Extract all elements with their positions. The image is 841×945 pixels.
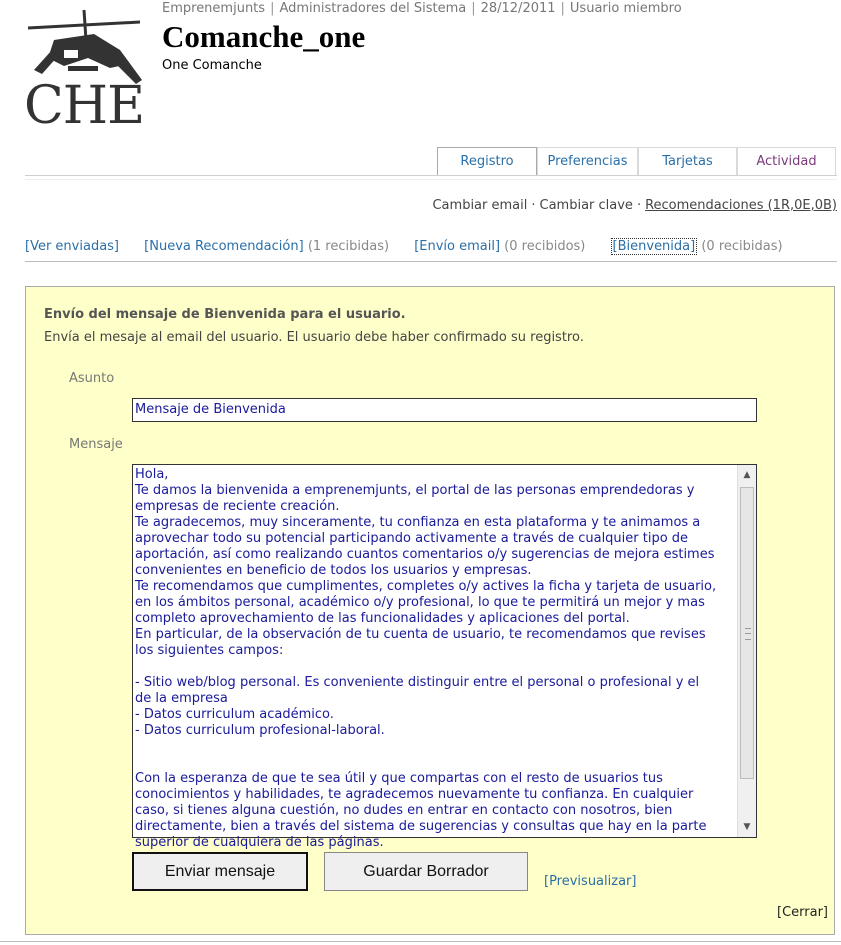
user-fullname: One Comanche [162, 58, 262, 73]
change-email-link[interactable]: Cambiar email [432, 198, 528, 213]
recommendations-link[interactable]: Recomendaciones (1R,0E,0B) [645, 198, 837, 213]
account-links: Cambiar email · Cambiar clave · Recomendaciones (1R,0E,0B) [432, 198, 837, 213]
logo-wordmark: CHE [24, 76, 145, 136]
preview-link[interactable]: [Previsualizar] [544, 874, 637, 889]
panel-title: Envío del mensaje de Bienvenida para el usuario. [44, 307, 406, 322]
welcome-message-panel [25, 286, 835, 935]
scroll-up-icon[interactable]: ▲ [743, 470, 751, 480]
tab-preferencias[interactable]: Preferencias [537, 147, 638, 175]
welcome-link[interactable]: [Bienvenida] [612, 239, 696, 254]
close-link[interactable]: [Cerrar] [777, 905, 828, 920]
view-sent-link[interactable]: [Ver enviadas] [25, 239, 120, 254]
tab-actividad[interactable]: Actividad [737, 147, 836, 175]
subject-label: Asunto [69, 371, 115, 386]
new-recommendation-count: (1 recibidas) [307, 239, 390, 254]
site-logo[interactable] [24, 10, 148, 136]
scroll-thumb[interactable] [740, 487, 754, 779]
welcome-count: (0 recibidas) [701, 239, 783, 254]
tabbar-divider-light [25, 179, 837, 180]
send-email-count: (0 recibidos) [504, 239, 586, 254]
tab-registro[interactable]: Registro [437, 147, 537, 175]
tabbar-divider [25, 175, 837, 176]
page-title: Comanche_one [162, 19, 366, 54]
message-label: Mensaje [69, 437, 123, 452]
message-scrollbar[interactable] [737, 465, 756, 837]
profile-tabs [437, 147, 836, 175]
change-password-link[interactable]: Cambiar clave [539, 198, 633, 213]
save-draft-button[interactable]: Guardar Borrador [324, 852, 528, 891]
site-name[interactable]: Emprenemjunts [162, 1, 266, 16]
recommendations-subnav [25, 239, 804, 254]
new-recommendation-link[interactable]: [Nueva Recomendación] [144, 239, 304, 254]
message-text: Hola, Te damos la bienvenida a emprenemjunts, el portal de las personas emprendedoras y empresas de reciente creación. Te agradecemos, muy sinceramente, tu confianza en esta plataforma y te animamos a aprovechar todo su potencial participando activamente a través de cualquier tipo de aportación, así como realizando cuantos comentarios o/y sugerencias de mejora estimes convenientes en beneficio de todos los usuarios y empresas. Te recomendamos que cumplimentes, completes o/y actives la ficha y tarjeta de usuario, en los ámbitos personal, académico o/y profesional, lo que te permitirá un mejor y mas completo aprovechamiento de las funcionalidades y aplicaciones del portal. En particular, de la observación de tu cuenta de usuario, te recomendamos que revises los siguientes campos: - Sitio web/blog personal. Es conveniente distinguir entre el personal o profesional y el de la empresa - Datos curriculum académico. - Datos curriculum profesional-laboral. Con la esperanza de que te sea útil y que compartas con el resto de usuarios tus conocimientos y habilidades, te agradecemos nuevamente tu confianza. En cualquier caso, si tienes alguna cuestión, no dudes en entrar en contacto con nosotros, bien directamente, bien a través del sistema de sugerencias y consultas que hay en la parte superior de cualquiera de las páginas. [135, 467, 717, 850]
user-role: Administradores del Sistema [279, 1, 467, 16]
send-email-link[interactable]: [Envío email] [414, 239, 501, 254]
subnav-divider [25, 261, 837, 262]
subject-input[interactable]: Mensaje de Bienvenida [132, 398, 757, 422]
panel-description: Envía el mesaje al email del usuario. El usuario debe haber confirmado su registro. [44, 330, 584, 345]
header-meta: Emprenemjunts | Administradores del Sistema | 28/12/2011 | Usuario miembro [162, 1, 682, 16]
scroll-down-icon[interactable]: ▼ [743, 822, 751, 832]
member-type: Usuario miembro [569, 1, 682, 16]
member-date: 28/12/2011 [480, 1, 556, 16]
tab-tarjetas[interactable]: Tarjetas [638, 147, 737, 175]
send-message-button[interactable]: Enviar mensaje [132, 852, 308, 891]
message-textarea[interactable] [132, 464, 757, 850]
footer-divider [0, 941, 841, 942]
